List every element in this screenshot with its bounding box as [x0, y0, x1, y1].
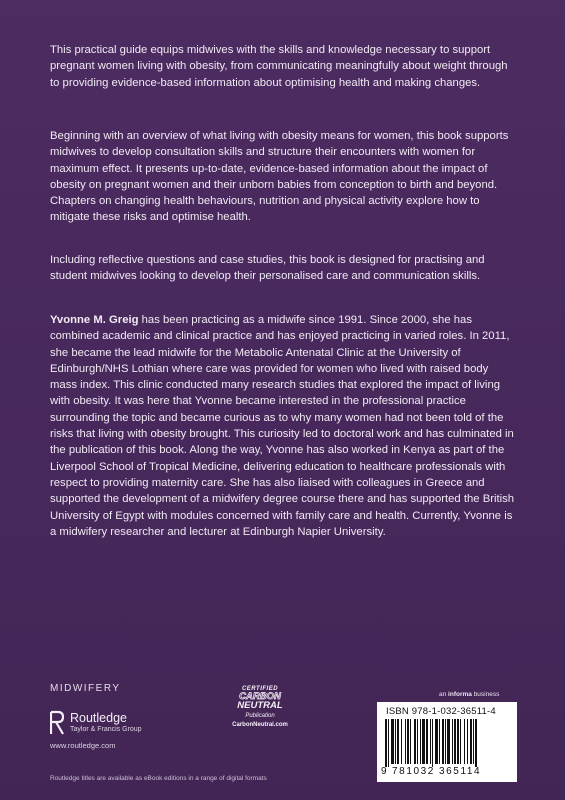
publisher-website: www.routledge.com — [50, 741, 116, 750]
barcode-bar — [426, 719, 428, 764]
barcode-bar — [388, 719, 389, 767]
isbn-barcode — [377, 702, 517, 782]
barcode-bar — [401, 719, 402, 764]
barcode-bar — [460, 719, 461, 764]
routledge-logo — [50, 705, 170, 741]
carbon-line-1: CARBON — [239, 691, 281, 702]
carbon-publication-label: Publication — [245, 713, 275, 719]
barcode-bar — [397, 719, 399, 764]
barcode-bar — [464, 719, 465, 764]
barcode-bar — [442, 719, 444, 764]
barcode-bar — [385, 719, 387, 767]
barcode-bar — [414, 719, 416, 764]
barcode-bar — [457, 719, 459, 764]
barcode-bar — [420, 719, 421, 764]
carbon-url: CarbonNeutral.com — [232, 722, 288, 728]
barcode-bar — [470, 719, 472, 764]
carbon-certified-label: CERTIFIED — [241, 686, 279, 692]
ebook-note: Routledge titles are available as eBook editions in a range of digital formats — [50, 775, 267, 782]
description-paragraph-2: Beginning with an overview of what living with obesity means for women, this book supports midwives to develop consultation skills and structure their encounters with women for maximum effect. It presents up-to-date, evidence-based information about the impact of obesity on pregnant women and their unborn babies from conception to birth and beyond. Chapters on changing health behaviours, nutrition and physical activity explore how to mitigate these risks and optimise health. — [50, 130, 509, 224]
description-paragraph-3: Including reflective questions and case studies, this book is designed for practising and student midwives looking to develop their personalised care and communication skills. — [50, 254, 485, 283]
author-name: Yvonne M. Greig — [50, 314, 139, 326]
barcode-bar — [407, 719, 409, 764]
barcode-bar — [432, 719, 433, 767]
barcode-bar — [452, 719, 453, 764]
barcode-bar — [417, 719, 418, 764]
author-bio — [50, 312, 518, 540]
barcode-bar — [445, 719, 446, 764]
carbon-line-2: NEUTRAL — [237, 700, 283, 711]
barcode-bar — [435, 719, 438, 764]
barcode-bar — [422, 719, 425, 764]
barcode-bar — [447, 719, 450, 764]
barcode-bar — [439, 719, 440, 764]
publisher-group: Taylor & Francis Group — [70, 726, 142, 733]
publisher-name: Routledge — [70, 711, 127, 725]
barcode-bar — [475, 719, 477, 767]
barcode-bar — [395, 719, 396, 764]
barcode-bar — [454, 719, 456, 764]
barcode-bar — [391, 719, 394, 764]
barcode-bar — [473, 719, 474, 764]
author-bio-text: has been practicing as a midwife since 1991. Since 2000, she has combined academic and clinical practice and has enjoyed practicing in varied roles. In 2011, she became the lead midwife for the Metabolic Antenatal Clinic at the University of Edinburgh/NHS Lothian where care was provided for women who lived with raised body mass index. This clinic conducted many research studies that explored the impact of living with obesity. It was here that Yvonne became interested in the professional practice surrounding the topic and became curious as to why many women had not been told of the risks that living with obesity brought. This curiosity led to doctoral work and has culminated in the publication of this book. Along the way, Yvonne has also worked in Kenya as part of the Liverpool School of Tropical Medicine, delivering education to healthcare professionals with respect to providing maternity care. She has also liaised with colleagues in Greece and supported the development of a midwifery degree course there and has supported the British University of Egypt with modules concerned with family care and health. Currently, Yvonne is a midwifery researcher and lecturer at Edinburgh Napier University. — [50, 314, 515, 538]
subject-category: MIDWIFERY — [50, 683, 121, 694]
barcode-bar — [405, 719, 406, 764]
description-paragraph-1: This practical guide equips midwives with the skills and knowledge necessary to support pregnant women living with obesity, from communicating meaningfully about weight through to providing evidence-based information about optimising health and making changes. — [50, 44, 508, 89]
isbn-number: ISBN 978-1-032-36511-4 — [386, 706, 496, 717]
barcode-bars — [385, 719, 509, 767]
barcode-digits: 9 781032 365114 — [381, 766, 482, 777]
barcode-bar — [410, 719, 411, 764]
barcode-bar — [430, 719, 431, 764]
carbon-neutral-badge — [227, 686, 293, 746]
barcode-bar — [467, 719, 468, 764]
informa-business-label: an informa business — [439, 691, 500, 698]
routledge-r-icon — [50, 710, 64, 736]
